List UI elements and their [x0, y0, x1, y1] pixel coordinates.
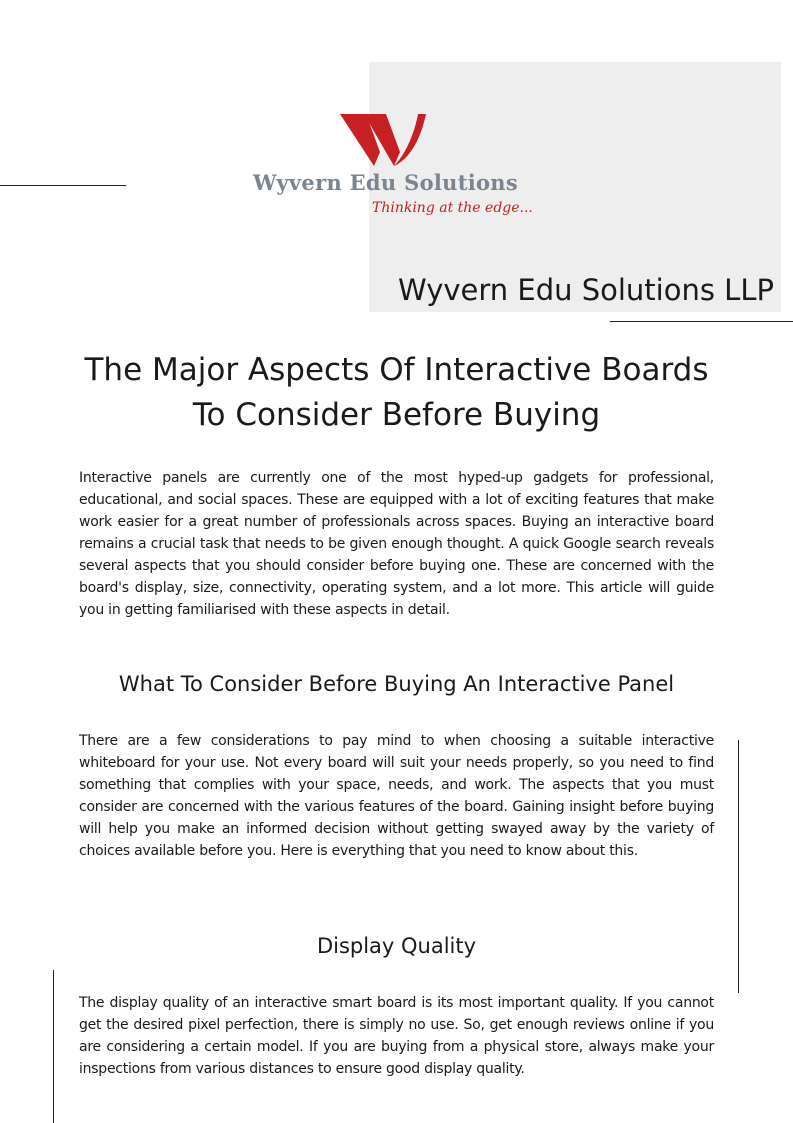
section-body-considerations: There are a few considerations to pay mind to when choosing a suitable interactive whiteboard for your use. Not every board will suit your needs properly, so you need to find something that complies with your space, needs, and work. The aspects that you must consider are concerned with the various features of the board. Gaining insight before buying will help you make an informed decision without getting swayed away by the variety of choices available before you. Here is everything that you need to know about this.: [79, 733, 714, 859]
intro-paragraph: Interactive panels are currently one of the most hyped-up gadgets for professional, educational, and social spaces. These are equipped with a lot of exciting features that make work easier for a great number of professionals across spaces. Buying an interactive board remains a crucial task that needs to be given enough thought. A quick Google search reveals several aspects that you should consider before buying one. These are concerned with the board's display, size, connectivity, operating system, and a lot more. This article will guide you in getting familiarised with these aspects in detail.: [79, 470, 714, 618]
section-heading-display-quality: Display Quality: [316, 934, 477, 958]
right-header-rule: [610, 321, 793, 322]
left-header-rule: [0, 185, 126, 186]
document-title: The Major Aspects Of Interactive Boards To Consider Before Buying: [84, 352, 709, 433]
right-margin-rule: [738, 740, 739, 993]
left-margin-rule: [53, 970, 54, 1123]
section-body-display-quality: The display quality of an interactive smart board is its most important quality. If you cannot get the desired pixel perfection, there is simply no use. So, get enough reviews online if you are considering a certain model. If you are buying from a physical store, always make your inspections from various distances to ensure good display quality.: [79, 995, 714, 1077]
wyvern-logo-mark-icon: [340, 112, 435, 168]
logo-tagline: Thinking at the edge...: [372, 200, 533, 216]
section-heading-considerations: What To Consider Before Buying An Interactive Panel: [118, 672, 675, 696]
company-name: Wyvern Edu Solutions LLP: [398, 273, 774, 307]
logo-wordmark: Wyvern Edu Solutions: [253, 170, 518, 195]
